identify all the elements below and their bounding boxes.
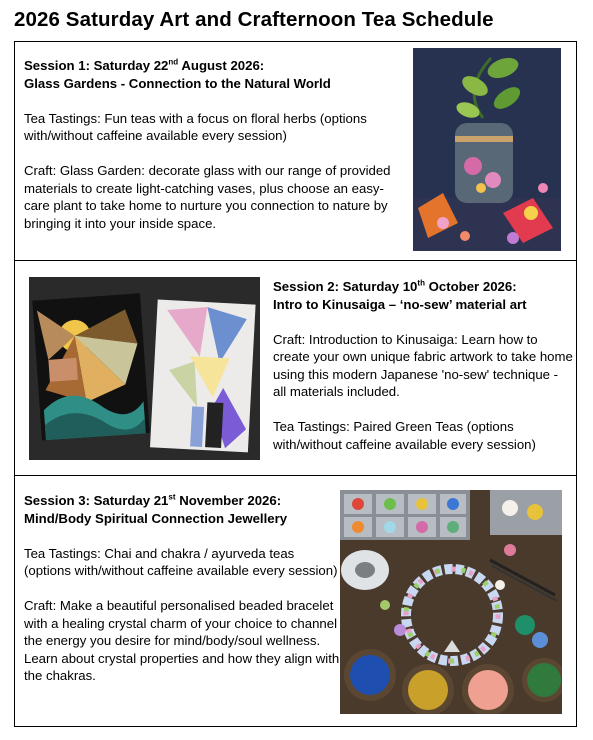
session-1-heading-month: August 2026: [178,58,265,73]
session-2-heading-ordinal: th [417,278,425,288]
session-3-heading [24,492,344,527]
session-3-heading-date: Session 3: Saturday 21 [24,493,169,508]
session-1-craft: Craft: Glass Garden: decorate glass with our range of provided materials to create light-catching vases, plus choose an easy-care plant to take home to nurture you connection to nature by bringing it into your inside space. [24,163,391,231]
session-1-subtitle: Glass Gardens - Connection to the Natural World [24,75,331,91]
session-2-subtitle: Intro to Kinusaiga – ‘no-sew’ material art [273,296,527,312]
session-2-heading [273,278,573,313]
session-2-row [15,260,576,475]
session-1-heading [24,57,404,92]
session-2-text [273,278,573,453]
session-1-tea-tastings: Tea Tastings: Fun teas with a focus on floral herbs (options with/without caffeine available every session) [24,110,367,143]
session-2-heading-month: October 2026: [424,279,517,294]
session-3-tea-tastings: Tea Tastings: Chai and chakra / ayurveda teas (options with/without caffeine available every session) [24,545,338,578]
session-3-text [24,492,344,685]
schedule-table [14,41,577,727]
session-3-subtitle: Mind/Body Spiritual Connection Jewellery [24,510,288,526]
session-1-heading-ordinal: nd [168,57,179,67]
session-1-text [24,57,404,232]
kinusaiga-photo [29,277,260,460]
session-2-tea-tastings: Tea Tastings: Paired Green Teas (options with/without caffeine available every session) [273,419,536,452]
session-1-heading-date: Session 1: Saturday 22 [24,58,169,73]
glass-garden-photo [413,48,561,251]
session-2-heading-date: Session 2: Saturday 10 [273,279,418,294]
jewellery-beads-photo [340,490,562,714]
session-2-craft: Craft: Introduction to Kinusaiga: Learn how to create your own unique fabric artwork to take home using this modern Japanese 'no-sew' technique - all materials included. [273,331,573,399]
session-1-row [15,42,576,260]
session-3-row [15,475,576,727]
session-3-craft: Craft: Make a beautiful personalised beaded bracelet with a healing crystal charm of your choice to channel the energy you desire for mind/body/soul wellness. Learn about crystal properties and how they align with the chakras. [24,598,340,683]
page-title: 2026 Saturday Art and Crafternoon Tea Schedule [14,8,494,31]
session-3-heading-month: November 2026: [175,493,282,508]
session-3-heading-ordinal: st [168,492,176,502]
